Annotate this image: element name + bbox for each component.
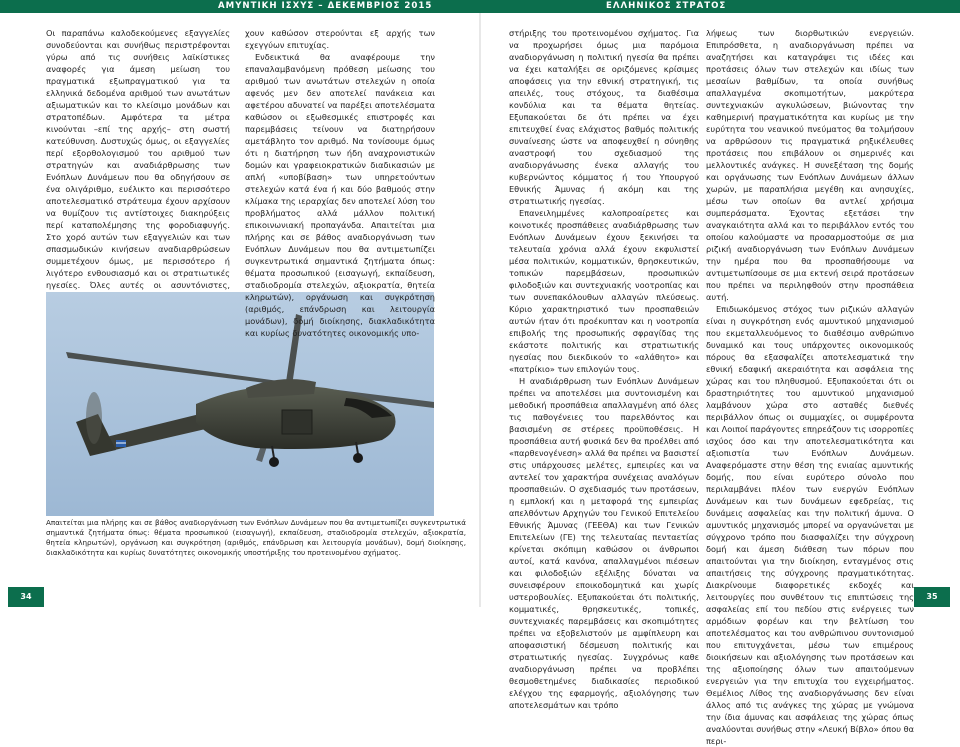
paragraph: Η αναδιάρθρωση των Ενόπλων Δυνάμεων πρέπει να αποτελέσει μια συντονισμένη και μεθοδική προσπάθεια απαλλαγμένη από όλες τις παθογένειες του παρελθόντος και βασισμένη σε στέρεες προϋποθέσεις. Η προσπάθεια αυτή φυσικά δεν θα προέλθει από «παρθενογένεση» αλλά θα πρέπει να βασιστεί στις υπάρχουσες μελέτες, εμπειρίες και να αντελεί τον χαρακτήρα συνέχειας αναλόγων προσπαθειών. Ο σχεδιασμός των προτάσεων, η εμπλοκή και η μεταφορά της εμπειρίας απελθόντων Αρχηγών του Γενικού Επιτελείου Εθνικής Άμυνας (ΓΕΕΘΑ) και των Γενικών Επιτελείων (ΓΕ) της τελευταίας πενταετίας κρίνεται σκόπιμη καθώσον οι άνθρωποι αυτοί, κατά κανόνα, απαλλαγμένοι πιέσεων και φιλοδοξιών εξέλιξης δύναται να συνεισφέρουν εποικοδομητικά και χωρίς υστεροβουλίες. Εξυπακούεται ότι πολιτικής, κομματικές, θρησκευτικές, τοπικές, συντεχνιακές παρεμβάσεις και σκοπιμότητες πρέπει να εξοβελιστούν με αμφίπλευρη και αποφασιστική δέσμευση πολιτικής και στρατιωτικής ηγεσίας. Συγχρόνως καθε αναδιοργάνωση πρέπει να προβλέπει θεσμοθετημένες διαδικασίες περιοδικού ελέγχου της εφαρμογής, αξιολόγησης των αποτελεσμάτων και τρόπο — [509, 376, 699, 710]
page-number-left: 34 — [8, 587, 44, 607]
caption-text: Απαιτείται μια πλήρης και σε βάθος αναδιοργάνωση των Ενόπλων Δυνάμεων που θα αντιμετωπίζει συγκεντρωτικά σημαντικά ζητήματα όπως: θέματα προσωπικού (εισαγωγή), εκπαίδευση, σταδιοδρομία στελεχών, αξιοκρατία, θητεία κληρωτών), οργάνωση και συγκρότηση (αριθμός, επάνδρωση και λειτουργία μονάδων), δομή διοίκησης, διακλαδικότητα και κυρίως δυνατότητες οικονομικής υποστήριξης του προτεινομένου σχήματος. — [46, 518, 466, 557]
photo-caption — [46, 518, 466, 576]
paragraph: λήψεως των διορθωτικών ενεργειών. Επιπρόσθετα, η αναδιοργάνωση πρέπει να αναζητήσει και καταγράψει τις ιδέες και προτάσεις όλων των στελεχών και ιδίως των μεσαίων βαθμίδων, τα οποία συνήθως απαλλαγμένα σκοπιμοτήτων, μακρύτερα συντεχνιακών αγκυλώσεων, βιώνοντας την καθημερινή πραγματικότητα και κυρίως με την ευρύτητα του νεανικού πνεύματος θα τολμήσουν να αρθρώσουν τις πραγματικά ρηξικέλευθες προτάσεις που επιβάλουν οι σημερινές και μελλοντικές ανάγκες. Η συνεξέταση της δομής και οργάνωσης των Ενόπλων Δυνάμεων άλλων χωρών, με παραπλήσια μεγέθη και ανησυχίες, μέσω των οποίων θα αντλεί χρήσιμα συμπεράσματα. Έχοντας εξετάσει την αναγκαιότητα αλλά και το περιβάλλον εντός του οποίου καλούμαστε να προσαρμοστούμε σε μια ριζική αναδιοργάνωση των Ενόπλων Δυνάμεων την ημέρα που θα προσπαθήσουμε να αντιμετωπίσουμε σε μια εκτενή σειρά προτάσεων που πρέπει να περιληφθούν στην προσπάθεια αυτή. — [706, 28, 914, 302]
text-column-1 — [46, 27, 230, 292]
text-column-4 — [706, 27, 914, 746]
paragraph: Επανειλημμένες καλοπροαίρετες και κοινοτικές προσπάθειες αναδιάρθρωσης των Ενόπλων Δυνάμεων έχουν ξεκινήσει τα τελευταία χρόνια αλλά έχουν εκφυλιστεί μέσα πολιτικών, κομματικών, θρησκευτικών, τοπικών παρεμβάσεων, προσωπικών φιλοδοξιών και συντεχνιακής νοοτροπίας και των συνεπακόλουθων αλλαγών πλεύσεως. Κύριο χαρακτηριστικό των προσπαθειών αυτών ήταν ότι προέκυπταν και η νοοτροπία επιβολής της προσωπικής σφραγίδας της εκάστοτε πολιτικής και στρατιωτικής ηγεσίας που διεκδικούν το «αλάθητο» και «πατρίκιο» των επιλογών τους. — [509, 208, 699, 374]
paragraph: χουν καθώσον στερούνται εξ αρχής των εχεγγύων επιτυχίας. — [245, 28, 435, 50]
paragraph: Ενδεικτικά θα αναφέρουμε την επαναλαμβανόμενη πρόθεση μείωσης του αριθμού των ανωτάτων στελεχών η οποία αφενός μεν δεν αποτελεί πανάκεια και αφετέρου αδυνατεί να παρέξει αποτελέσματα καθώσον οι εξωθεσμικές επιστροφές και παρεμβάσεις τείνουν να διατηρήσουν αμετάβλητο τον αριθμό. Να τονίσουμε όμως ότι η διατήρηση των ήδη αναχρονιστικών δομών και γραφειοκρατικών διαδικασιών με απλή «υποβίβαση» των υπηρετούντων στελεχών κατά ένα ή και δύο βαθμούς στην κλίμακα της ιεραρχίας δεν αποτελεί λύση του προβλήματος αλλά μάλλον πολιτική επικοινωνιακή προπαγάνδα. Απαιτείται μια πλήρης και σε βάθος αναδιοργάνωση των Ενόπλων Δυνάμεων που θα αντιμετωπίζει συγκεντρωτικά σημαντικά ζητήματα όπως: θέματα προσωπικού (εισαγωγή, εκπαίδευση, σταδιοδρομία στελεχών, αξιοκρατία, θητεία κληρωτών), οργάνωση και συγκρότηση (αριθμός, επάνδρωση και λειτουργία μονάδων), δομή διοίκησης, διακλαδικότητα και κυρίως δυνατότητες οικονομικής υπο- — [245, 52, 435, 338]
header-right-title: ΕΛΛΗΝΙΚΟΣ ΣΤΡΑΤΟΣ — [606, 1, 727, 11]
text-column-3 — [509, 27, 699, 710]
text-column-2 — [245, 27, 435, 517]
page-spine — [479, 13, 481, 607]
header-left-title: ΑΜΥΝΤΙΚΗ ΙΣΧΥΣ – ΔΕΚΕΜΒΡΙΟΣ 2015 — [218, 1, 433, 11]
header-bar — [0, 0, 960, 13]
page-number-right: 35 — [914, 587, 950, 607]
paragraph: Επιδιωκόμενος στόχος των ριζικών αλλαγών είναι η συγκρότηση ενός αμυντικού μηχανισμού που εκμεταλλευόμενος το διαθέσιμο ανθρώπινο δυναμικό και τους υπάρχοντες οικονομικούς πόρους θα εξασφαλίζει αποτελεσματικά την εθνική εδαφική ακεραιότητα και ασφάλεια της χώρας και του πληθυσμού. Εξυπακούεται ότι οι δραστηριότητες του αμυντικού μηχανισμού λαμβάνουν χώρα στο ασταθές διεθνές περιβάλλον όπως οι συμμαχίες, οι συμφέροντα και Λοιποί παράγοντες επηρεάζουν τις ισορροπίες ισχύος όσο και την αποτελεσματικότητα και αξιοπιστία των Ενόπλων Δυνάμεων. Αναφερόμαστε στην θέση της ενιαίας αμυντικής δομής, που είναι ευρύτερο σύνολο που περιλαμβάνει πλέον των ενεργών Ενόπλων Δυνάμεων και των δυνάμεων εφεδρείας, τις δυνάμεις ασφαλείας και την πολιτική άμυνα. Ο αμυντικός μηχανισμός μπορεί να οργανώνεται με σύγχρονο τρόπο που διασφαλίζει την σύγχρονη δομή και άμεση διάθεση των πόρων που απαιτούνται για την διοίκηση, ενταγμένος στις απαιτήσεις της σύγχρονης πραγματικότητας. Διακρίνουμε διαφορετικές εκδοχές και λειτουργίες που συνθέτουν τις επιπτώσεις της ασφαλείας επί του πεδίου στις ενέργειες των αρμόδιων φορέων και την βελτίωση του αποτελέσματος και του ανθρώπινου συντονισμού που επιτυγχάνεται, μέσω των επιμέρους διοικήσεων και αξιολόγησης των προτάσεων και της αξιοποίησης όλων των απαιτούμενων ενεργειών για την επιτυχία του εγχειρήματος. Θεμέλιος Λίθος της αναδιοργάνωσης δεν είναι άλλος από τις ανάγκες της χώρας με γνώμονα την ίδια άμυνας και ασφάλειας της χώρας όπως αναλύονται συνήθως στην «Λευκή Βίβλο» όπου θα περι- — [706, 304, 914, 746]
paragraph: στήριξης του προτεινομένου σχήματος. Για να προχωρήσει όμως μια παρόμοια αναδιοργάνωση η πολιτική ηγεσία θα πρέπει να έχει καταλήξει σε οριζόμενες κρίσιμες αποφάσεις για την εθνική στρατηγική, τις απειλές, τους στόχους, τα διαθέσιμα κονδύλια και τα θέματα θητείας. Εξυπακούεται δε ότι πρέπει να έχει επιτευχθεί ένας ελάχιστος βαθμός πολιτικής συναίνεσης ώστε να αποφευχθεί η σύνηθης αναστροφή του σχεδιασμού της αναδιοργάνωσης ένεκα αλλαγής του κυβερνώντος κόμματος ή του Υπουργού Εθνικής Άμυνας ή ακόμη και της στρατιωτικής ηγεσίας. — [509, 28, 699, 206]
paragraph: Οι παραπάνω καλοδεκούμενες εξαγγελίες συνοδεύονται και συνήθως περιστρέφονται γύρω από τις συνήθεις λαϊκίστικες αναφορές για άμεση μείωση του πραγματικά εξωπραγματικού για τα ελληνικά δεδομένα αριθμού των ανωτάτων αξιωματικών και το κλείσιμο μονάδων και στρατοπέδων. Αμφότερα τα μέτρα κινούνται –επί της αρχής– στη σωστή κατεύθυνση. Δυστυχώς όμως, οι εξαγγελίες περί εξορθολογισμού του αριθμού των στρατηγών και αναδιάρθρωσης των Ενόπλων Δυνάμεων που θα οδηγήσουν σε ένα ολιγάριθμο, ευέλικτο και περισσότερο αποτελεσματικό στράτευμα έχουν αρχίσουν να θυμίζουν τις αντίστοιχες διακηρύξεις περί καταπολέμησης της φοροδιαφυγής. Στο χορό αυτών των εξαγγελιών και των σπασμωδικών κινήσεων αναδιαρθρώσεων συμμετέχουν όμως, με περισσότερο ή λιγότερο ενθουσιασμό και οι στρατιωτικές ηγεσίες. Όλες αυτές οι ασυντόνιστες, — [46, 28, 230, 290]
